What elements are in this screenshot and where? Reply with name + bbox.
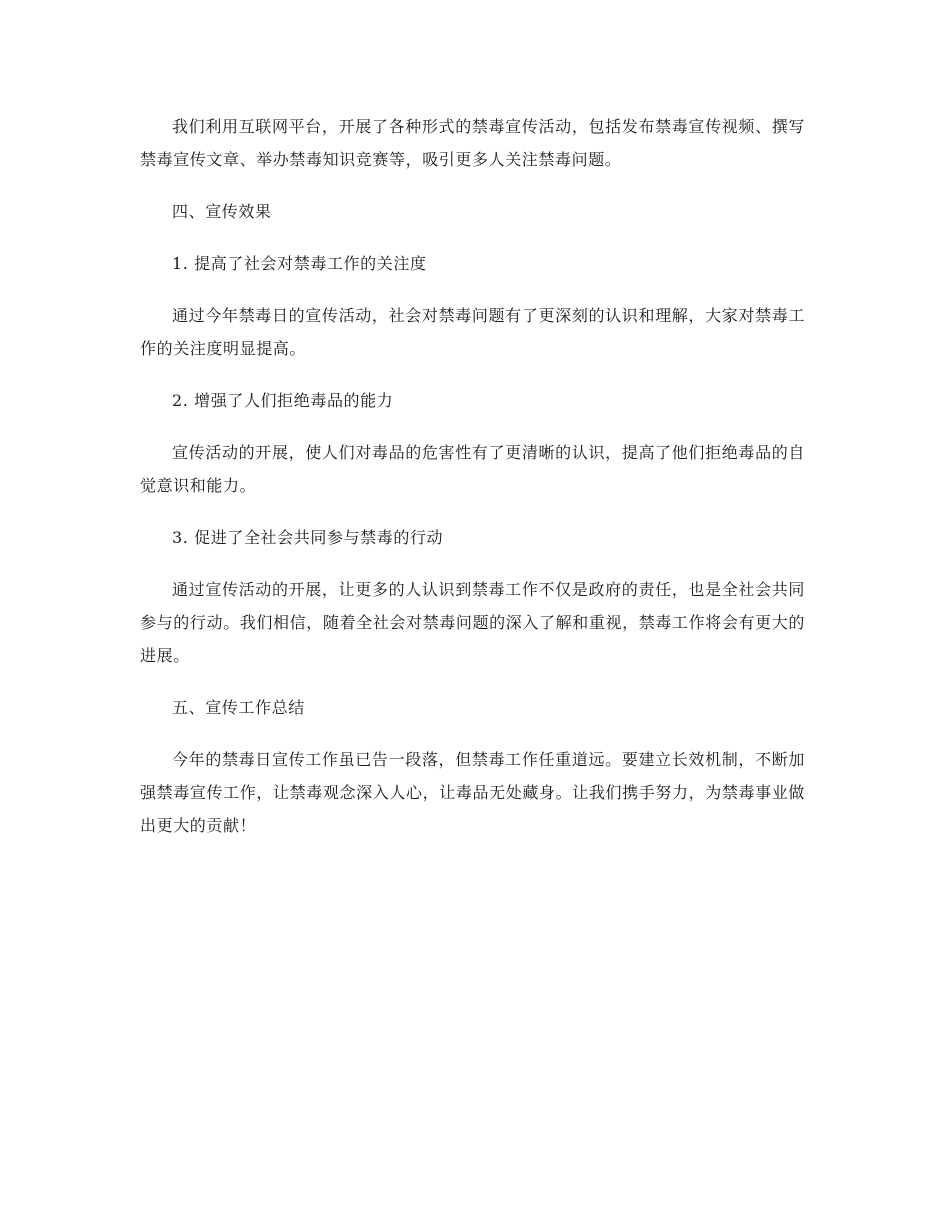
subheading-refusal-ability: 2. 增强了人们拒绝毒品的能力 xyxy=(172,391,394,410)
paragraph-online-campaign: 我们利用互联网平台，开展了各种形式的禁毒宣传活动，包括发布禁毒宣传视频、撰写禁毒宣传文章、举办禁毒知识竞赛等，吸引更多人关注禁毒问题。 xyxy=(140,117,805,169)
paragraph-attention: 通过今年禁毒日的宣传活动，社会对禁毒问题有了更深刻的认识和理解，大家对禁毒工作的关注度明显提高。 xyxy=(140,306,805,358)
subheading-participation: 3. 促进了全社会共同参与禁毒的行动 xyxy=(172,528,444,547)
document-body xyxy=(140,110,805,842)
section-heading-summary: 五、宣传工作总结 xyxy=(172,698,305,717)
paragraph-summary: 今年的禁毒日宣传工作虽已告一段落，但禁毒工作任重道远。要建立长效机制，不断加强禁毒宣传工作，让禁毒观念深入人心，让毒品无处藏身。让我们携手努力，为禁毒事业做出更大的贡献！ xyxy=(140,750,805,835)
paragraph-refusal-ability: 宣传活动的开展，使人们对毒品的危害性有了更清晰的认识，提高了他们拒绝毒品的自觉意识和能力。 xyxy=(140,443,805,495)
section-heading-effects: 四、宣传效果 xyxy=(172,202,272,221)
subheading-attention: 1. 提高了社会对禁毒工作的关注度 xyxy=(172,254,427,273)
paragraph-participation: 通过宣传活动的开展，让更多的人认识到禁毒工作不仅是政府的责任，也是全社会共同参与的行动。我们相信，随着全社会对禁毒问题的深入了解和重视，禁毒工作将会有更大的进展。 xyxy=(140,580,805,665)
